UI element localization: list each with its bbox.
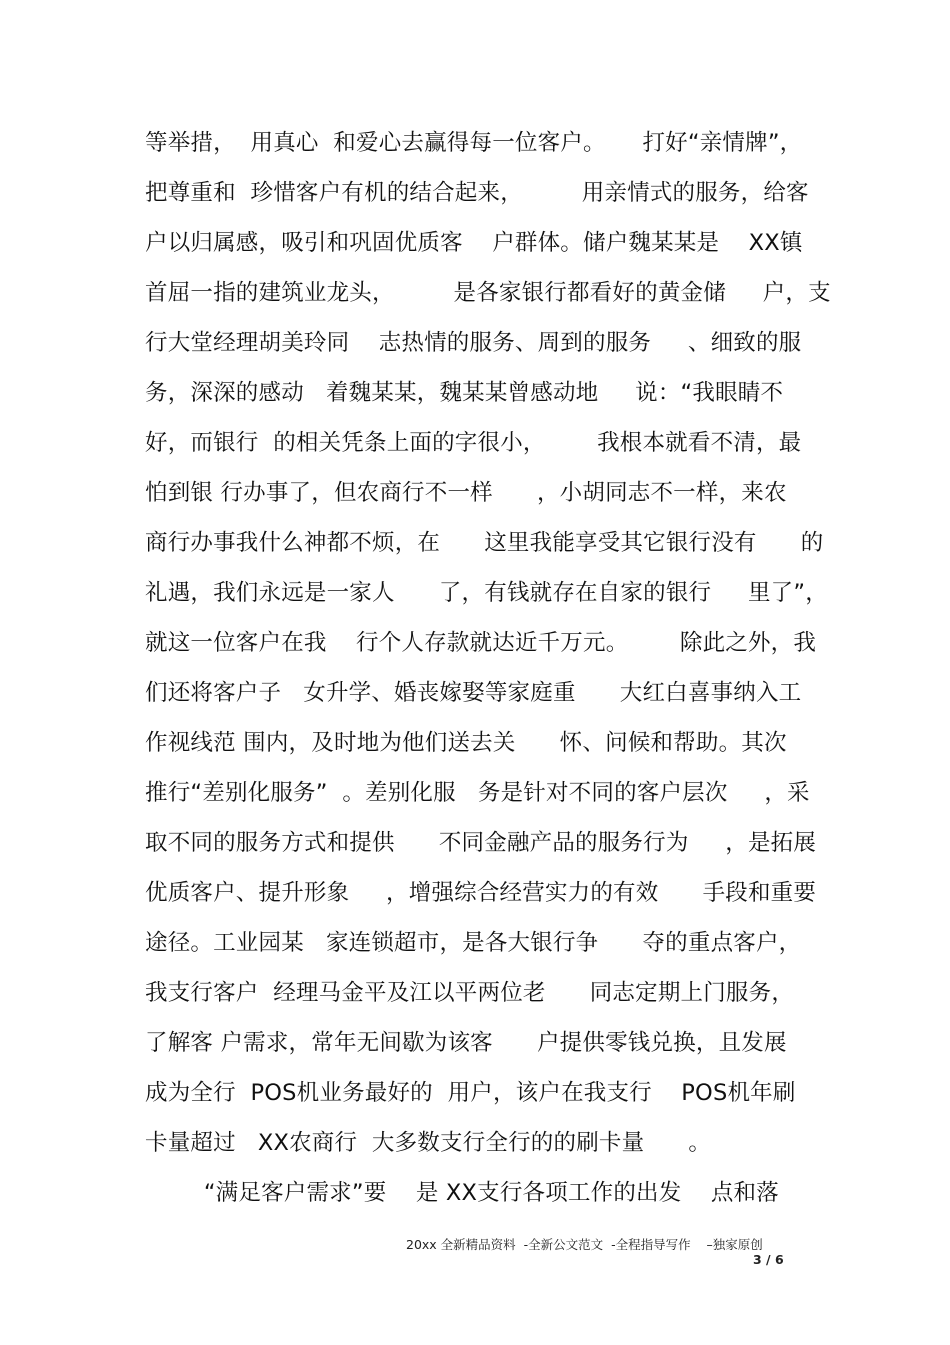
body-text <box>145 118 831 1218</box>
text-line-16: 优质客户、提升形象 ，增强综合经营实力的有效 手段和重要 <box>145 880 817 906</box>
text-line-14: 推行“差别化服务” 。差别化服 务是针对不同的客户层次 ，采 <box>145 780 810 806</box>
footer-note: 20xx 全新精品资料 -全新公文范文 -全程指导写作 –独家原创 <box>406 1237 763 1252</box>
text-line-6: 务，深深的感动 着魏某某，魏某某曾感动地 说：“我眼睛不 <box>145 380 784 406</box>
text-line-9: 商行办事我什么神都不烦，在 这里我能享受其它银行没有 的 <box>145 530 824 556</box>
text-line-15: 取不同的服务方式和提供 不同金融产品的服务行为 ，是拓展 <box>145 830 817 856</box>
text-line-11: 就这一位客户在我 行个人存款就达近千万元。 除此之外，我 <box>145 630 817 656</box>
text-line-19: 了解客 户需求，常年无间歇为该客 户提供零钱兑换，且发展 <box>145 1030 787 1056</box>
text-line-18: 我支行客户 经理马金平及江以平两位老 同志定期上门服务， <box>145 980 795 1006</box>
text-line-22: “满足客户需求”要 是 XX支行各项工作的出发 点和落 <box>145 1180 779 1206</box>
text-line-3: 户以归属感，吸引和巩固优质客 户群体。储户魏某某是 XX镇 <box>145 230 803 256</box>
text-line-8: 怕到银 行办事了，但农商行不一样 ，小胡同志不一样，来农 <box>145 480 787 506</box>
text-line-1: 等举措， 用真心 和爱心去赢得每一位客户。 打好“亲情牌”， <box>145 130 803 156</box>
text-line-7: 好，而银行 的相关凭条上面的字很小， 我根本就看不清，最 <box>145 430 802 456</box>
page-number: 3 / 6 <box>753 1252 784 1267</box>
text-line-21: 卡量超过 XX农商行 大多数支行全行的的刷卡量 。 <box>145 1130 712 1156</box>
text-line-2: 把尊重和 珍惜客户有机的结合起来， 用亲情式的服务，给客 <box>145 180 809 206</box>
text-line-13: 作视线范 围内，及时地为他们送去关 怀、问候和帮助。其次 <box>145 730 787 756</box>
text-line-5: 行大堂经理胡美玲同 志热情的服务、周到的服务 、细致的服 <box>145 330 802 356</box>
text-line-4: 首屈一指的建筑业龙头， 是各家银行都看好的黄金储 户，支 <box>145 280 831 306</box>
text-line-20: 成为全行 POS机业务最好的 用户，该户在我支行 POS机年刷 <box>145 1080 796 1106</box>
text-line-10: 礼遇，我们永远是一家人 了，有钱就存在自家的银行 里了”， <box>145 580 828 606</box>
text-line-12: 们还将客户子 女升学、婚丧嫁娶等家庭重 大红白喜事纳入工 <box>145 680 802 706</box>
text-line-17: 途径。工业园某 家连锁超市，是各大银行争 夺的重点客户， <box>145 930 802 956</box>
